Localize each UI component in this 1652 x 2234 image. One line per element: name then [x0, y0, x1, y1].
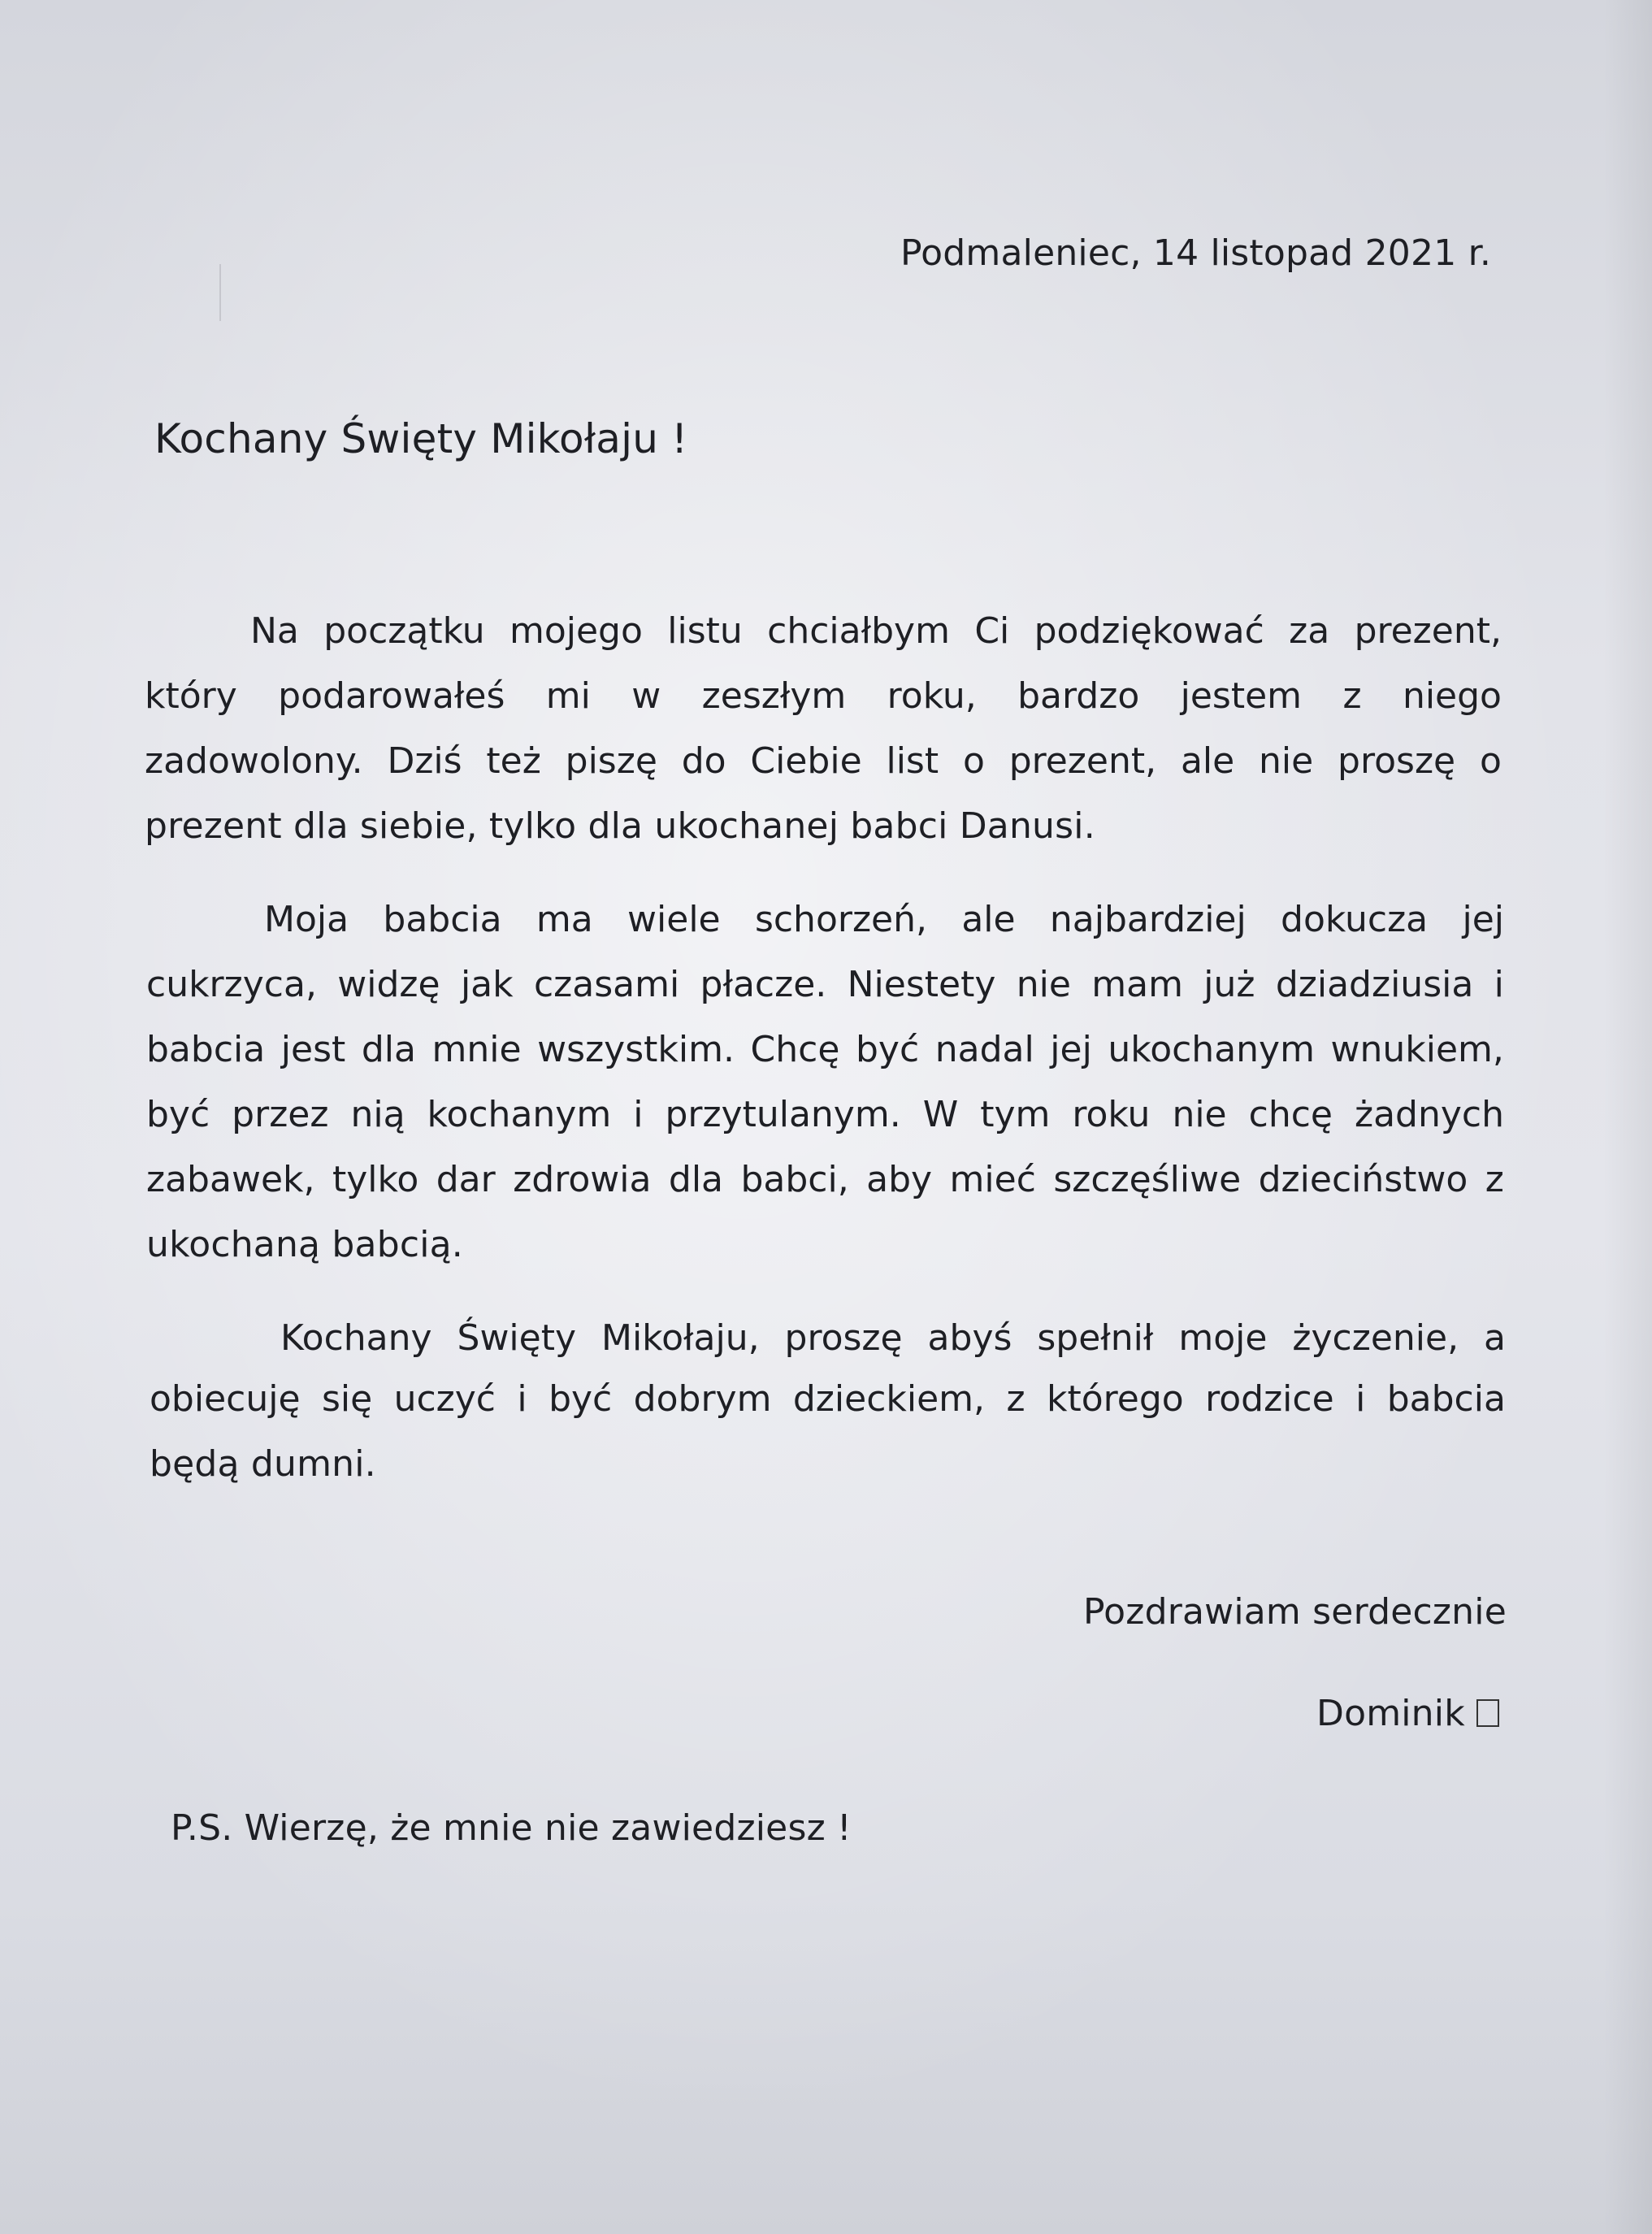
page-edge-shadow [1603, 0, 1652, 2234]
word: przez [232, 1094, 329, 1135]
paragraph-1-line-2 [145, 675, 1502, 717]
paragraph-2-line-2 [146, 964, 1504, 1005]
word: schorzeń, [754, 899, 927, 940]
word: roku, [887, 675, 977, 717]
paragraph-1-line-1 [250, 610, 1502, 652]
word: szczęśliwe [1053, 1159, 1242, 1200]
word: Moja [264, 899, 349, 940]
word: o [1479, 740, 1502, 782]
letter-date: Podmaleniec, 14 listopad 2021 r. [900, 232, 1492, 274]
word: i [1494, 964, 1504, 1005]
word: Święty [457, 1317, 577, 1359]
word: piszę [565, 740, 657, 782]
paper-crease [219, 264, 221, 321]
word: za [1289, 610, 1330, 652]
word: się [321, 1378, 373, 1420]
word: czasami [533, 964, 680, 1005]
word: Kochany [280, 1317, 432, 1359]
word: mojego [509, 610, 643, 652]
word: ma [535, 899, 593, 940]
word: wiele [627, 899, 721, 940]
word: moje [1178, 1317, 1268, 1359]
word: jest [280, 1029, 346, 1070]
word: nie [1259, 740, 1314, 782]
word: już [1203, 964, 1255, 1005]
word: Dziś [387, 740, 462, 782]
word: być [548, 1378, 613, 1420]
box-glyph-icon [1476, 1699, 1499, 1727]
word: zdrowia [513, 1159, 652, 1200]
word: nie [1016, 964, 1071, 1005]
word: Chcę [750, 1029, 840, 1070]
paragraph-2-line-5 [146, 1159, 1504, 1200]
word: Na [250, 610, 299, 652]
word: mieć [949, 1159, 1036, 1200]
word: z [1006, 1378, 1025, 1420]
word: tym [980, 1094, 1051, 1135]
word: Ciebie [750, 740, 862, 782]
paragraph-2-line-3 [146, 1029, 1504, 1070]
paragraph-2-line-6: ukochaną babcią. [146, 1224, 463, 1265]
word: mi [545, 675, 591, 717]
paragraph-2-line-4 [146, 1094, 1504, 1135]
paragraph-2-line-1 [264, 899, 1504, 940]
word: ukochanym [1108, 1029, 1315, 1070]
word: i [1355, 1378, 1366, 1420]
word: prezent, [1354, 610, 1502, 652]
word: przytulanym. [665, 1094, 901, 1135]
word: abyś [927, 1317, 1012, 1359]
word: być [146, 1094, 210, 1135]
word: babcia [1386, 1378, 1506, 1420]
word: spełnił [1037, 1317, 1154, 1359]
word: ale [1180, 740, 1235, 782]
word: nadal [934, 1029, 1034, 1070]
paragraph-3-line-1 [280, 1317, 1506, 1359]
word: obiecuję [150, 1378, 301, 1420]
word: do [681, 740, 726, 782]
word: początku [323, 610, 485, 652]
word: dzieckiem, [792, 1378, 986, 1420]
word: zeszłym [701, 675, 847, 717]
word: aby [866, 1159, 933, 1200]
word: rodzice [1205, 1378, 1334, 1420]
word: listu [667, 610, 743, 652]
word: roku [1072, 1094, 1151, 1135]
word: i [633, 1094, 644, 1135]
word: Ci [974, 610, 1010, 652]
word: babcia [383, 899, 502, 940]
word: Mikołaju, [601, 1317, 760, 1359]
letter-greeting: Kochany Święty Mikołaju ! [154, 415, 688, 462]
word: podziękować [1034, 610, 1264, 652]
word: którego [1046, 1378, 1184, 1420]
word: proszę [1338, 740, 1456, 782]
word: kochanym [427, 1094, 612, 1135]
word: tylko [332, 1159, 419, 1200]
word: nie [1172, 1094, 1227, 1135]
word: o [962, 740, 985, 782]
word: być [855, 1029, 920, 1070]
word: a [1484, 1317, 1506, 1359]
word: proszę [784, 1317, 903, 1359]
word: najbardziej [1049, 899, 1247, 940]
word: dla [361, 1029, 416, 1070]
paragraph-1-line-4: prezent dla siebie, tylko dla ukochanej babci Danusi. [145, 805, 1095, 847]
word: niego [1402, 675, 1502, 717]
word: list [886, 740, 939, 782]
word: jej [1050, 1029, 1092, 1070]
word: mnie [431, 1029, 522, 1070]
word: też [486, 740, 541, 782]
word: mam [1091, 964, 1183, 1005]
word: w [631, 675, 661, 717]
word: bardzo [1017, 675, 1140, 717]
word: płacze. [700, 964, 827, 1005]
word: jak [460, 964, 514, 1005]
word: żadnych [1354, 1094, 1504, 1135]
paragraph-3-line-2 [150, 1378, 1506, 1420]
word: z [1485, 1159, 1504, 1200]
word: z [1342, 675, 1362, 717]
word: W [922, 1094, 959, 1135]
paragraph-1-line-3 [145, 740, 1502, 782]
word: podarowałeś [278, 675, 505, 717]
word: cukrzyca, [146, 964, 317, 1005]
word: prezent, [1008, 740, 1157, 782]
word: nią [350, 1094, 405, 1135]
word: dzieciństwo [1258, 1159, 1468, 1200]
word: babci, [740, 1159, 849, 1200]
letter-postscript: P.S. Wierzę, że mnie nie zawiedziesz ! [171, 1807, 852, 1849]
word: zadowolony. [145, 740, 363, 782]
letter-signature [1316, 1693, 1499, 1734]
word: i [517, 1378, 527, 1420]
letter-closing: Pozdrawiam serdecznie [1083, 1591, 1507, 1633]
word: babcia [146, 1029, 266, 1070]
word: który [145, 675, 237, 717]
word: chciałbym [767, 610, 950, 652]
word: uczyć [393, 1378, 496, 1420]
word: dziadziusia [1275, 964, 1474, 1005]
word: ale [961, 899, 1016, 940]
word: wnukiem, [1330, 1029, 1504, 1070]
word: wszystkim. [537, 1029, 735, 1070]
word: widzę [337, 964, 440, 1005]
word: chcę [1248, 1094, 1333, 1135]
word: jestem [1180, 675, 1303, 717]
word: dokucza [1281, 899, 1429, 940]
word: dar [436, 1159, 496, 1200]
word: dobrym [633, 1378, 772, 1420]
word: życzenie, [1292, 1317, 1459, 1359]
word: jej [1462, 899, 1504, 940]
paragraph-3-line-3: będą dumni. [150, 1443, 376, 1485]
word: dla [668, 1159, 724, 1200]
signature-name: Dominik [1316, 1693, 1465, 1734]
word: zabawek, [146, 1159, 315, 1200]
word: Niestety [847, 964, 996, 1005]
